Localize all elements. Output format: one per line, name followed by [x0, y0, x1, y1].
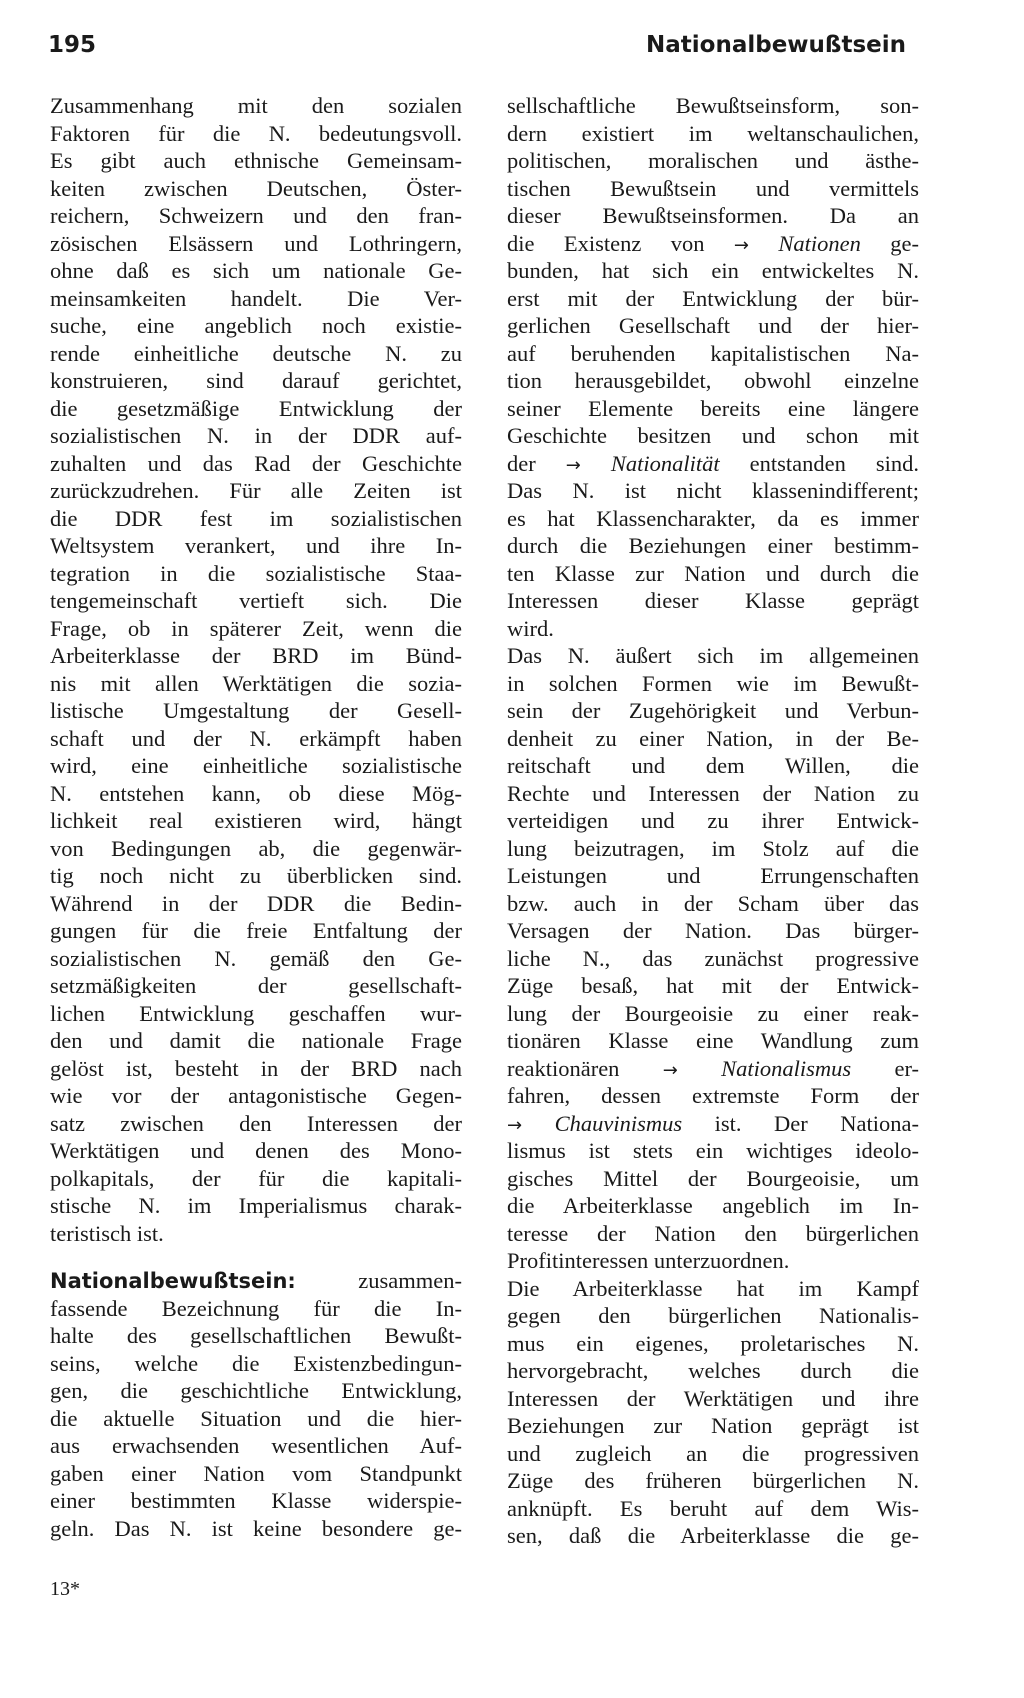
text-line: bzw. auch in der Scham über das — [507, 890, 919, 916]
text-line: und zugleich an die progressiven — [507, 1440, 919, 1466]
text-line: den und damit die nationale Frage — [50, 1028, 462, 1053]
text-line: Beziehungen zur Nation geprägt ist — [507, 1413, 919, 1438]
cross-reference: Nationalismus — [721, 1055, 852, 1081]
text-line: stische N. im Imperialismus charak- — [50, 1193, 462, 1218]
text-line: auf beruhenden kapitalistischen Na- — [507, 340, 919, 366]
text-line: tengemeinschaft vertieft sich. Die — [50, 588, 462, 613]
text-line: fassende Bezeichnung für die In- — [50, 1295, 462, 1321]
text-line: erst mit der Entwicklung der bür- — [507, 285, 919, 311]
text-line: teristisch ist. — [50, 1220, 164, 1246]
running-head: Nationalbewußtsein — [646, 32, 906, 58]
cross-reference: Chauvinismus — [554, 1110, 683, 1136]
text-line: tionären Klasse eine Wandlung zum — [507, 1028, 919, 1053]
text-line: gerlichen Gesellschaft und der hier- — [507, 313, 919, 338]
text-line: gelöst ist, besteht in der BRD nach — [50, 1055, 462, 1081]
text-line: Werktätigen und denen des Mono- — [50, 1138, 462, 1163]
text-line: sozialistischen N. in der DDR auf- — [50, 423, 462, 448]
text-line: listische Umgestaltung der Gesell- — [50, 698, 462, 723]
text-line: zösischen Elsässern und Lothringern, — [50, 230, 462, 256]
text-line: zurückzudrehen. Für alle Zeiten ist — [50, 478, 462, 503]
text-line: wie vor der antagonistische Gegen- — [50, 1083, 462, 1108]
text-line: die Arbeiterklasse angeblich im In- — [507, 1193, 919, 1218]
text-line: dieser Bewußtseinsformen. Da an — [507, 203, 919, 228]
text-line: sellschaftliche Bewußtseinsform, son- — [507, 93, 919, 118]
text-line: N. entstehen kann, ob diese Mög- — [50, 780, 462, 806]
text-line: Zusammenhang mit den sozialen — [50, 93, 462, 118]
text-line: die DDR fest im sozialistischen — [50, 505, 462, 531]
text-line: lung beizutragen, im Stolz auf die — [507, 835, 919, 861]
text-line: es hat Klassencharakter, da es immer — [507, 505, 919, 531]
text-line: tig noch nicht zu überblicken sind. — [50, 863, 462, 888]
text-line: polkapitals, der für die kapitali- — [50, 1165, 462, 1191]
left-column — [50, 92, 462, 1542]
text-line: → Chauvinismus ist. Der Nationa- — [507, 1110, 919, 1136]
text-line: Faktoren für die N. bedeutungsvoll. — [50, 120, 462, 146]
text-line: fahren, dessen extremste Form der — [507, 1083, 919, 1108]
text-line: gungen für die freie Entfaltung der — [50, 918, 462, 943]
text-line: Rechte und Interessen der Nation zu — [507, 780, 919, 806]
text-line: rende einheitliche deutsche N. zu — [50, 340, 462, 366]
text-line: reichern, Schweizern und den fran- — [50, 203, 462, 228]
text-line: sein der Zugehörigkeit und Verbun- — [507, 698, 919, 723]
text-line: Das N. ist nicht klassenindifferent; — [507, 478, 919, 503]
text-line: Es gibt auch ethnische Gemeinsam- — [50, 148, 462, 173]
text-line: reitschaft und dem Willen, die — [507, 753, 919, 778]
text-line: politischen, moralischen und ästhe- — [507, 148, 919, 173]
text-line: sen, daß die Arbeiterklasse die ge- — [507, 1523, 919, 1548]
text-line: tion herausgebildet, obwohl einzelne — [507, 368, 919, 393]
text-line: sozialistischen N. gemäß den Ge- — [50, 945, 462, 971]
paragraph-gap — [50, 1247, 462, 1267]
text-line: geln. Das N. ist keine besondere ge- — [50, 1515, 462, 1541]
text-line: lichen Entwicklung geschaffen wur- — [50, 1000, 462, 1026]
printer-signature: 13* — [50, 1578, 80, 1600]
text-line: Züge besaß, hat mit der Entwick- — [507, 973, 919, 998]
text-line: gegen den bürgerlichen Nationalis- — [507, 1303, 919, 1328]
text-line: gisches Mittel der Bourgeoisie, um — [507, 1165, 919, 1191]
text-line: verteidigen und zu ihrer Entwick- — [507, 808, 919, 833]
text-line: bunden, hat sich ein entwickeltes N. — [507, 258, 919, 283]
cross-reference-arrow-icon: → — [733, 234, 749, 256]
text-line: einer bestimmten Klasse widerspie- — [50, 1488, 462, 1513]
text-line: hervorgebracht, welches durch die — [507, 1358, 919, 1383]
text-line: Arbeiterklasse der BRD im Bünd- — [50, 643, 462, 668]
text-line: ohne daß es sich um nationale Ge- — [50, 258, 462, 283]
text-line: halte des gesellschaftlichen Bewußt- — [50, 1323, 462, 1348]
text-line: gen, die geschichtliche Entwicklung, — [50, 1378, 462, 1403]
text-line: meinsamkeiten handelt. Die Ver- — [50, 285, 462, 311]
text-line: gaben einer Nation vom Standpunkt — [50, 1460, 462, 1486]
text-line: Das N. äußert sich im allgemeinen — [507, 643, 919, 668]
text-line: tischen Bewußtsein und vermittels — [507, 175, 919, 201]
text-line: zuhalten und das Rad der Geschichte — [50, 450, 462, 476]
text-line: aus erwachsenden wesentlichen Auf- — [50, 1433, 462, 1458]
text-line: die aktuelle Situation und die hier- — [50, 1405, 462, 1431]
text-line: in solchen Formen wie im Bewußt- — [507, 670, 919, 696]
text-line: lichkeit real existieren wird, hängt — [50, 808, 462, 833]
text-line: Während in der DDR die Bedin- — [50, 890, 462, 916]
text-line: der → Nationalität entstanden sind. — [507, 450, 919, 476]
text-line: Züge des früheren bürgerlichen N. — [507, 1468, 919, 1493]
text-line: suche, eine angeblich noch existie- — [50, 313, 462, 338]
text-line: lung der Bourgeoisie zu einer reak- — [507, 1000, 919, 1026]
cross-reference-arrow-icon: → — [565, 454, 581, 476]
page-number: 195 — [48, 32, 97, 58]
entry-first-line: Nationalbewußtsein: zusammen- — [50, 1268, 462, 1293]
text-line: konstruieren, sind darauf gerichtet, — [50, 368, 462, 393]
text-line: durch die Beziehungen einer bestimm- — [507, 533, 919, 558]
cross-reference: Nationen — [778, 230, 861, 256]
text-line: anknüpft. Es beruht auf dem Wis- — [507, 1495, 919, 1521]
text-line: seiner Elemente bereits eine längere — [507, 395, 919, 421]
text-line: liche N., das zunächst progressive — [507, 945, 919, 971]
text-line: nis mit allen Werktätigen die sozia- — [50, 670, 462, 696]
text-line: seins, welche die Existenzbedingun- — [50, 1350, 462, 1376]
text-line: Frage, ob in späterer Zeit, wenn die — [50, 615, 462, 641]
text-line: wird, eine einheitliche sozialistische — [50, 753, 462, 778]
page-header — [48, 32, 906, 72]
text-line: Interessen dieser Klasse geprägt — [507, 588, 919, 613]
text-line: keiten zwischen Deutschen, Öster- — [50, 175, 462, 201]
cross-reference-arrow-icon: → — [662, 1059, 678, 1081]
text-line: lismus ist stets ein wichtiges ideolo- — [507, 1138, 919, 1163]
text-line: mus ein eigenes, proletarisches N. — [507, 1330, 919, 1356]
text-line: die Existenz von → Nationen ge- — [507, 230, 919, 256]
text-line: dern existiert im weltanschaulichen, — [507, 120, 919, 146]
text-line: Weltsystem verankert, und ihre In- — [50, 533, 462, 558]
text-line: von Bedingungen ab, die gegenwär- — [50, 835, 462, 861]
text-line: schaft und der N. erkämpft haben — [50, 725, 462, 751]
text-line: Interessen der Werktätigen und ihre — [507, 1385, 919, 1411]
text-line: Leistungen und Errungenschaften — [507, 863, 919, 888]
text-line: satz zwischen den Interessen der — [50, 1110, 462, 1136]
entry-lemma: Nationalbewußtsein: — [50, 1269, 296, 1293]
text-line: Profitinteressen unterzuordnen. — [507, 1248, 790, 1273]
text-line: Geschichte besitzen und schon mit — [507, 423, 919, 448]
cross-reference: Nationalität — [610, 450, 720, 476]
text-line: setzmäßigkeiten der gesellschaft- — [50, 973, 462, 998]
text-line: wird. — [507, 615, 554, 641]
cross-reference-arrow-icon: → — [507, 1114, 523, 1136]
text-line: tegration in die sozialistische Staa- — [50, 560, 462, 586]
text-line: reaktionären → Nationalismus er- — [507, 1055, 919, 1081]
text-line: Versagen der Nation. Das bürger- — [507, 918, 919, 943]
text-line: denheit zu einer Nation, in der Be- — [507, 725, 919, 751]
text-line: die gesetzmäßige Entwicklung der — [50, 395, 462, 421]
text-line: Die Arbeiterklasse hat im Kampf — [507, 1275, 919, 1301]
text-line: ten Klasse zur Nation und durch die — [507, 560, 919, 586]
right-column — [507, 92, 919, 1550]
text-line: teresse der Nation den bürgerlichen — [507, 1220, 919, 1246]
